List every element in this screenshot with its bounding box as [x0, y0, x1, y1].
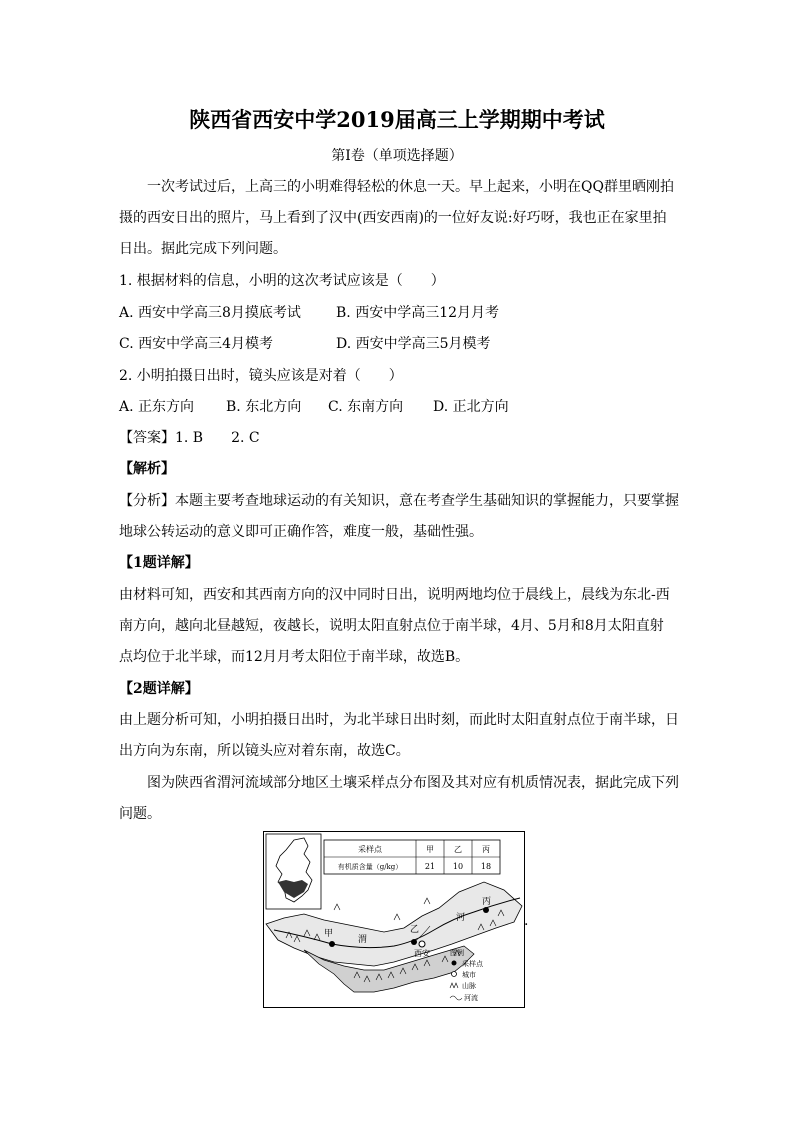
table-row-label: 有机质含量（g/kg）	[337, 863, 403, 871]
detail-1-label: 【1题详解】	[119, 555, 199, 571]
fenxi-line-1: 【分析】本题主要考查地球运动的有关知识，意在考查学生基础知识的掌握能力，只要掌握	[119, 493, 679, 509]
legend-river: 河流	[464, 994, 478, 1002]
sample-point-yi	[411, 939, 417, 945]
detail-1-line-1: 由材料可知，西安和其西南方向的汉中同时日出，说明两地均位于晨线上，晨线为东北-西	[119, 587, 670, 603]
sample-point-bing	[483, 907, 489, 913]
intro-line-3: 日出。据此完成下列问题。	[119, 241, 287, 257]
table-value-yi: 10	[452, 862, 464, 871]
legend-city-icon	[452, 972, 457, 977]
detail-2-line-1: 由上题分析可知，小明拍摄日出时，为北半球日出时刻，而此时太阳直射点位于南半球，日	[119, 712, 679, 728]
answer-line: 【答案】1. B 2. C	[119, 430, 260, 446]
question-1-option-d: D. 西安中学高三5月模考	[336, 336, 491, 352]
detail-1-line-3: 点均位于北半球，而12月月考太阳位于南半球，故选B。	[119, 649, 470, 665]
section-subtitle: 第Ⅰ卷（单项选择题）	[331, 148, 463, 164]
label-jia: 甲	[324, 929, 334, 939]
label-wei: 渭	[358, 935, 368, 945]
label-yi: 乙	[410, 925, 420, 935]
legend-city: 城市	[462, 971, 476, 979]
label-bing: 丙	[482, 897, 492, 907]
legend-sample-icon	[452, 961, 457, 966]
legend-mountain: 山脉	[462, 982, 476, 990]
question-2-option-b: B. 东北方向	[226, 399, 302, 415]
question-2-option-a: A. 正东方向	[119, 399, 195, 415]
question-1-stem: 1. 根据材料的信息，小明的这次考试应该是（ ）	[119, 273, 445, 289]
detail-1-line-2: 南方向，越向北昼越短，夜越长，说明太阳直射点位于南半球，4月、5月和8月太阳直射	[119, 618, 664, 634]
legend-river-icon	[450, 996, 462, 1000]
label-he: 河	[456, 913, 466, 923]
analysis-label: 【解析】	[119, 461, 175, 477]
intro-line-1: 一次考试过后，上高三的小明难得轻松的休息一天。早上起来，小明在QQ群里晒刚拍	[147, 179, 674, 195]
fenxi-line-2: 地球公转运动的意义即可正确作答，难度一般，基础性强。	[119, 524, 483, 540]
question-2-option-d: D. 正北方向	[433, 399, 509, 415]
question-1-option-b: B. 西安中学高三12月月考	[336, 305, 500, 321]
intro2-line-1: 图为陕西省渭河流域部分地区土壤采样点分布图及其对应有机质情况表，据此完成下列	[147, 775, 679, 791]
question-2-option-c: C. 东南方向	[328, 399, 404, 415]
table-value-jia: 21	[424, 862, 436, 871]
intro2-line-2: 问题。	[119, 806, 161, 822]
page-title: 陕西省西安中学2019届高三上学期期中考试	[189, 107, 605, 132]
city-xian-marker	[419, 941, 425, 947]
question-2-stem: 2. 小明拍摄日出时，镜头应该是对着（ ）	[119, 368, 403, 384]
label-xian: 西安	[414, 949, 430, 958]
table-value-bing: 18	[480, 862, 492, 871]
weihe-map-figure	[263, 831, 525, 1008]
table-header-bing: 丙	[482, 845, 490, 854]
intro-line-2: 摄的西安日出的照片，马上看到了汉中(西安西南)的一位好友说:好巧呀，我也正在家里拍	[119, 210, 667, 226]
question-1-option-a: A. 西安中学高三8月摸底考试	[119, 305, 301, 321]
legend-title: 图例	[450, 949, 464, 957]
table-header-yi: 乙	[454, 845, 462, 854]
detail-2-line-2: 出方向为东南，所以镜头应对着东南，故选C。	[119, 743, 410, 759]
legend-sample: 采样点	[462, 960, 483, 968]
organic-matter-table	[324, 840, 500, 874]
question-1-option-c: C. 西安中学高三4月模考	[119, 336, 274, 352]
detail-2-label: 【2题详解】	[119, 681, 199, 697]
sample-point-jia	[329, 941, 335, 947]
map-svg	[264, 832, 524, 1007]
table-header-label: 采样点	[358, 845, 382, 854]
legend-mountain-icon	[450, 983, 458, 988]
trailing-dot: .	[524, 913, 529, 929]
table-header-jia: 甲	[426, 845, 434, 854]
